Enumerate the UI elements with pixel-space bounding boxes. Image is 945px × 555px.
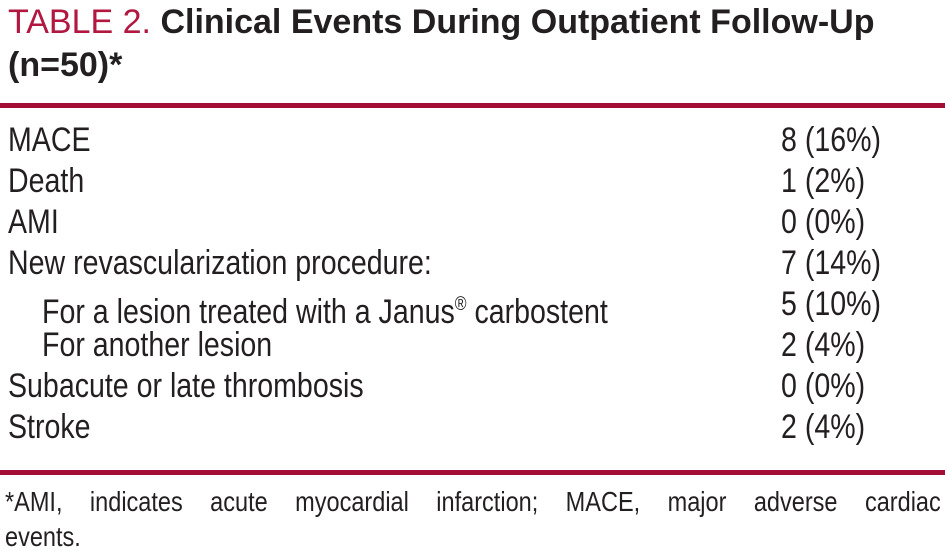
row-label: Stroke [8,408,91,446]
table-row [0,120,945,161]
table-row [0,243,945,284]
table-row [0,161,945,202]
row-value: 7 (14%) [781,244,882,282]
row-label: For another lesion [42,326,273,364]
table-number-label: TABLE 2. [8,3,151,41]
table-title [8,1,937,87]
row-value: 5 (10%) [781,285,882,323]
divider-rule-bottom [0,470,945,475]
table-body [0,120,945,448]
divider-rule-top [0,103,945,108]
row-value: 0 (0%) [781,367,866,405]
row-label: New revascularization procedure: [8,244,432,282]
table-row [0,202,945,243]
table-title-text: Clinical Events During Outpatient Follow-Up (n=50)* [8,3,875,84]
row-label-text: carbostent [466,293,608,331]
table-row [0,366,945,407]
row-value: 0 (0%) [781,203,866,241]
row-label: Subacute or late thrombosis [8,367,364,405]
row-value: 2 (4%) [781,326,866,364]
footnote-line: *AMI, indicates acute myocardial infarction; MACE, major adverse cardiac [5,486,941,517]
table-row [0,407,945,448]
table-footnote [5,484,941,554]
row-value: 2 (4%) [781,408,866,446]
row-label-text: For a lesion treated with a Janus [42,293,455,331]
row-value: 1 (2%) [781,162,866,200]
row-label: Death [8,162,85,200]
row-value: 8 (16%) [781,121,882,159]
row-label: MACE [8,121,91,159]
table-row [0,325,945,366]
registered-trademark-symbol: ® [454,294,467,315]
table-row [0,284,945,331]
row-label: AMI [8,203,59,241]
footnote-line: events. [5,521,81,552]
